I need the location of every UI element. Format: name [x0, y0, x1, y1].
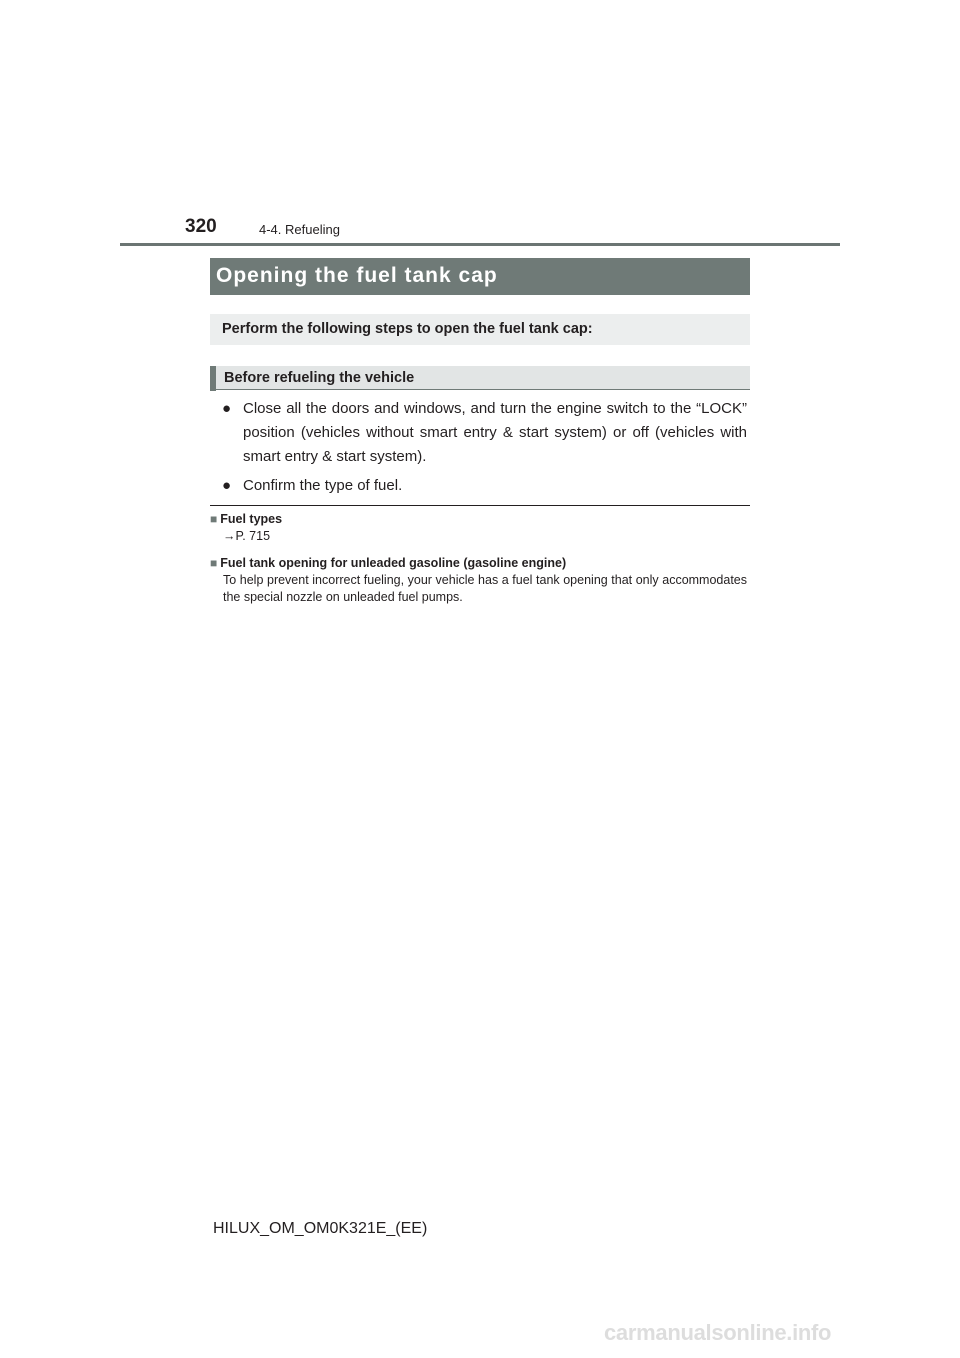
- header-rule: [120, 243, 840, 246]
- note-fuel-types: [210, 511, 747, 545]
- bullet-text: Close all the doors and windows, and turn the engine switch to the “LOCK” position (vehicles without smart entry & start system) or off (vehicles with smart entry & start system).: [243, 400, 747, 465]
- list-item: [222, 474, 747, 498]
- note-title: ■ Fuel tank opening for unleaded gasoline (gasoline engine): [210, 556, 567, 570]
- page-reference: →P. 715: [223, 529, 271, 543]
- intro-text: Perform the following steps to open the fuel tank cap:: [210, 314, 750, 345]
- subheading: Before refueling the vehicle: [210, 366, 750, 390]
- bullet-text: Confirm the type of fuel.: [243, 477, 403, 494]
- subheading-accent-bar: [210, 366, 216, 391]
- square-bullet-icon: ■: [210, 556, 218, 570]
- section-title: Opening the fuel tank cap: [210, 258, 750, 295]
- bullet-icon: ●: [222, 477, 232, 494]
- note-body: To help prevent incorrect fueling, your vehicle has a fuel tank opening that only accommodates the special nozzle on unleaded fuel pumps.: [223, 573, 747, 604]
- square-bullet-icon: ■: [210, 512, 218, 526]
- section-label: 4-4. Refueling: [259, 222, 340, 237]
- note-fuel-tank-opening: [210, 555, 747, 606]
- document-code: HILUX_OM_OM0K321E_(EE): [213, 1220, 428, 1237]
- notes-divider: [210, 505, 750, 506]
- watermark: carmanualsonline.info: [604, 1320, 832, 1345]
- bullet-icon: ●: [222, 400, 232, 417]
- page-number: 320: [185, 216, 217, 237]
- list-item: [222, 397, 747, 469]
- bullet-list: [222, 397, 747, 503]
- note-title: ■ Fuel types: [210, 512, 283, 526]
